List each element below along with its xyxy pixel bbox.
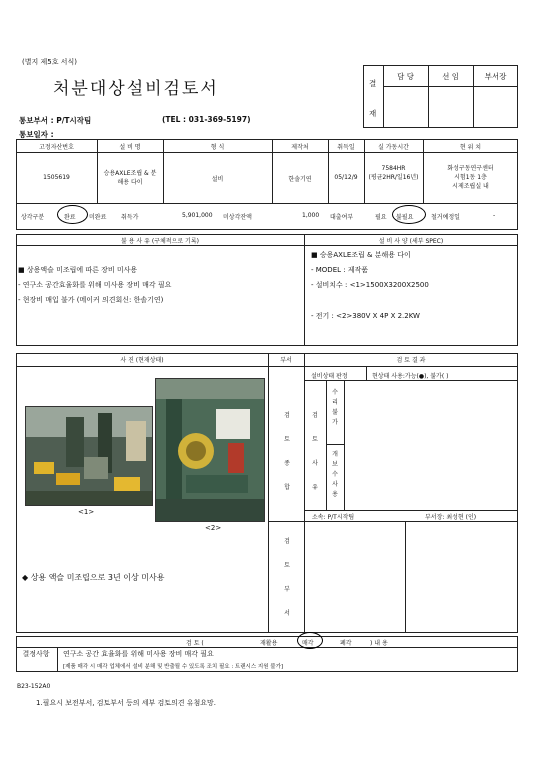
col-location: 현 위 치 bbox=[459, 144, 482, 151]
loan-need: 필요 bbox=[375, 214, 387, 221]
photo-label-2: <2> bbox=[205, 524, 222, 532]
status-judgment-value: 현상태 사용:가능(●), 불가( ) bbox=[372, 373, 449, 380]
photo-caption: ◆ 상용 액슬 미조립으로 3년 이상 미사용 bbox=[22, 573, 165, 582]
value-operating-hours: 7584HR (평균2HR/일16년) bbox=[368, 165, 419, 181]
reason-line-1: ■ 상용액슬 미조립에 따른 장비 미사용 bbox=[18, 266, 138, 274]
status-done-circle bbox=[57, 205, 88, 224]
repair-impossible-label: 수리불가 bbox=[332, 389, 338, 426]
equipment-photo-2 bbox=[155, 378, 265, 522]
spec-line-2: - MODEL : 제작품 bbox=[311, 266, 369, 274]
conclusion-option-scrap: 폐각 bbox=[340, 640, 352, 647]
reason-spec-box bbox=[16, 234, 518, 346]
approval-side-label-1: 결 bbox=[369, 79, 377, 88]
conclusion-header-prefix: 검 토 ( bbox=[186, 640, 204, 647]
spec-line-4: - 전기 : <2>380V X 4P X 2.2KW bbox=[311, 312, 420, 320]
footnote: 1.필요시 보전부서, 검토부서 등의 세부 검토의견 유첨요망. bbox=[36, 699, 217, 707]
value-type: 설비 bbox=[211, 176, 224, 183]
review-summary-label: 검토종합 bbox=[284, 412, 290, 491]
col-acquisition-date: 취득일 bbox=[337, 144, 355, 151]
approval-header-staff: 담 당 bbox=[397, 72, 414, 81]
status-label: 상각구분 bbox=[21, 214, 45, 221]
reason-line-2: - 연구소 공간효율화를 위해 미사용 장비 매각 필요 bbox=[18, 281, 172, 289]
reason-line-3: - 현장비 매입 불가 (메이커 의견회신: 한솔기연) bbox=[18, 296, 164, 304]
report-telephone: (TEL : 031-369-5197) bbox=[162, 115, 251, 124]
col-manufacturer: 제작처 bbox=[291, 144, 309, 151]
value-location: 화성구동연구센터 시험1동 1층 시제조립실 내 bbox=[447, 165, 494, 190]
conclusion-option-sell: 매각 bbox=[302, 640, 314, 647]
acquisition-price-value: 5,901,000 bbox=[182, 212, 213, 219]
approval-header-senior: 선 임 bbox=[442, 72, 459, 81]
loan-no-need-circle bbox=[392, 205, 426, 224]
review-dept-label: 검토부서 bbox=[284, 538, 290, 617]
loan-label: 대출여부 bbox=[330, 214, 354, 221]
review-result-header: 검 토 결 과 bbox=[396, 357, 426, 364]
status-pending: 미완료 bbox=[89, 214, 107, 221]
status-done: 완료 bbox=[64, 214, 76, 221]
spec-line-1: ■ 승용AXLE조립 & 분해용 다이 bbox=[311, 251, 411, 259]
page-title: 처분대상설비검토서 bbox=[53, 79, 219, 99]
acquisition-price-label: 취득가 bbox=[121, 214, 139, 221]
undepreciated-label: 미상각잔액 bbox=[223, 214, 252, 221]
report-department: 통보부서 : P/T시작팀 bbox=[19, 116, 92, 125]
value-acquisition-date: 05/12/9 bbox=[334, 174, 358, 181]
value-asset-number: 1505619 bbox=[43, 174, 70, 181]
col-equipment-name: 설 비 명 bbox=[119, 144, 141, 151]
status-judgment-label: 설비상태 판정 bbox=[311, 373, 348, 380]
manager-text: 부서장: 최성현 (인) bbox=[425, 514, 477, 521]
conclusion-line-1: 연구소 공간 효율화를 위해 미사용 장비 매각 필요 bbox=[63, 650, 214, 658]
conclusion-line-2: [제품 매각 시 매각 업체에서 설비 분해 및 반출될 수 있도록 조치 필요 : 트랜시스 지원 불가] bbox=[63, 664, 284, 670]
review-reason-label: 검토사유 bbox=[312, 412, 318, 491]
value-equipment-name: 승용AXLE조립 & 분해용 다이 bbox=[103, 170, 157, 186]
col-operating-hours: 실 가동시간 bbox=[378, 144, 409, 151]
reason-header: 불 용 사 유 (구체적으로 기록) bbox=[121, 238, 199, 245]
removal-date-value: - bbox=[493, 212, 496, 219]
approval-header-manager: 부서장 bbox=[484, 72, 507, 81]
spec-header: 설 비 사 양 (세부 SPEC) bbox=[378, 238, 444, 245]
photo-header: 사 진 (현재상태) bbox=[120, 357, 164, 364]
loan-no-need: 불필요 bbox=[396, 214, 414, 221]
conclusion-header-suffix: ) 내 용 bbox=[370, 640, 388, 647]
affiliation-text: 소속: P/T시작팀 bbox=[312, 514, 355, 521]
equipment-photo-1 bbox=[25, 406, 153, 506]
value-manufacturer: 한솔기연 bbox=[288, 176, 312, 183]
spec-line-3: - 설비치수 : <1>1500X3200X2500 bbox=[311, 281, 429, 289]
col-asset-number: 고정자산번호 bbox=[39, 144, 74, 151]
conclusion-option-recycle: 재활용 bbox=[260, 640, 278, 647]
document-code: B23-152A0 bbox=[17, 683, 51, 690]
form-number: (별지 제5호 서식) bbox=[22, 58, 77, 66]
col-type: 형 식 bbox=[210, 144, 225, 151]
conclusion-side-label: 결정사항 bbox=[22, 650, 50, 658]
modify-use-label: 개보수사용 bbox=[332, 451, 338, 498]
removal-date-label: 철거예정일 bbox=[431, 214, 460, 221]
undepreciated-value: 1,000 bbox=[302, 212, 320, 219]
report-date: 통보일자 : bbox=[19, 130, 54, 139]
photo-label-1: <1> bbox=[78, 508, 95, 516]
dept-header: 부서 bbox=[280, 357, 292, 364]
approval-side-label-2: 재 bbox=[369, 109, 377, 118]
conclusion-sell-circle bbox=[297, 632, 323, 649]
